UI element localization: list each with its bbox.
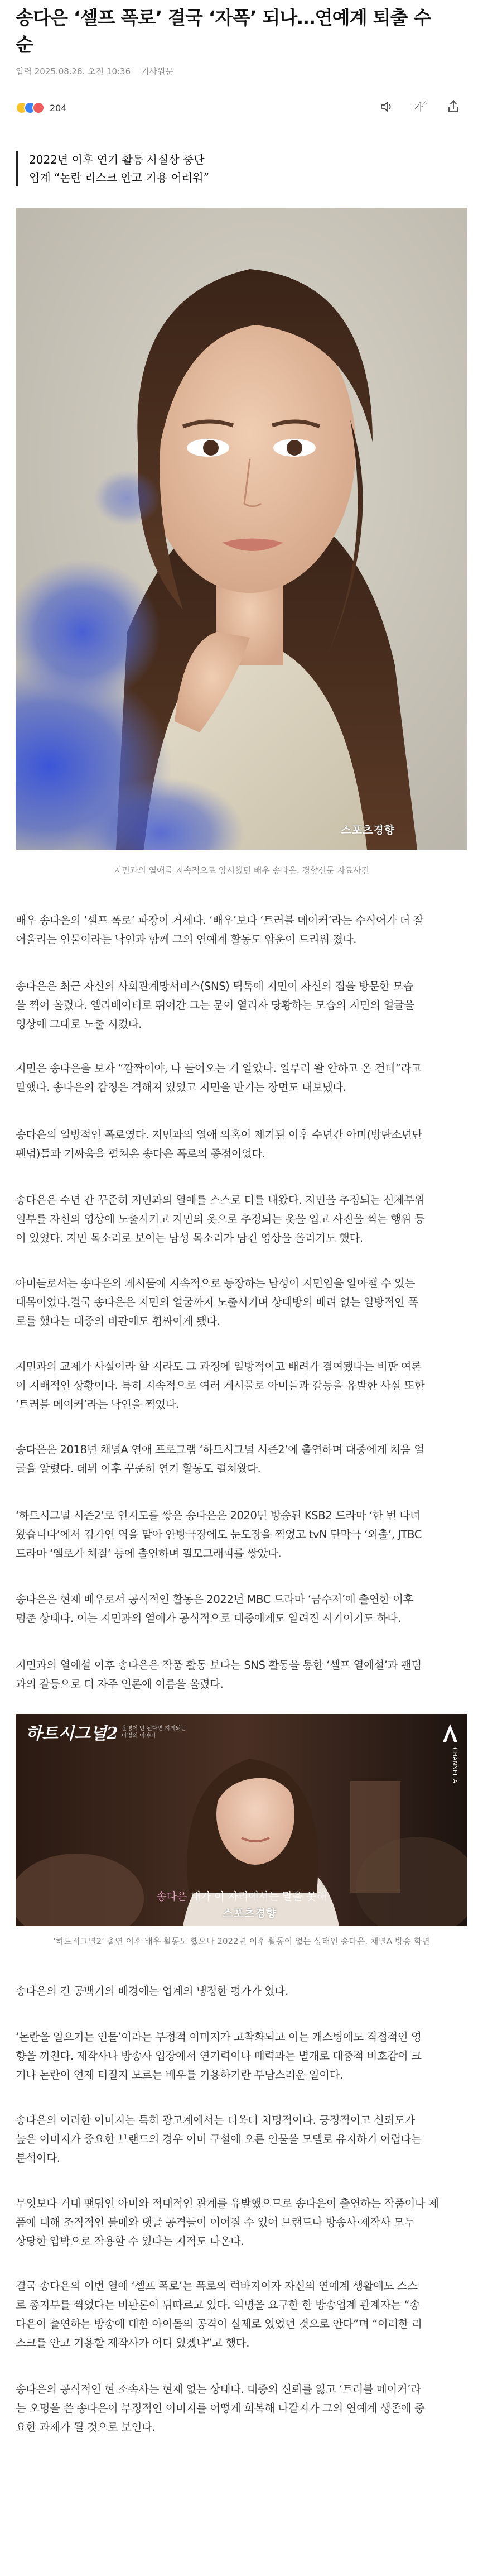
body-paragraph xyxy=(16,1982,467,2001)
article-photo-portrait xyxy=(16,208,467,850)
body-line: 말했다. 송다은의 감정은 격해져 있었고 지민을 반기는 장면도 내보냈다. xyxy=(16,1081,346,1094)
body-line: 송다은의 일방적인 폭로였다. 지민과의 열애 의혹이 제기된 이후 수년간 아미(방탄소년단 xyxy=(16,1128,422,1141)
angry-emoji-icon xyxy=(32,102,45,114)
body-line: 결국 송다은의 이번 열애 ‘셀프 폭로’는 폭로의 럭바지이자 자신의 연예계 생활에도 스스 xyxy=(16,2280,418,2292)
share-icon[interactable] xyxy=(446,99,461,114)
body-line: 스크를 안고 기용할 제작사가 어디 있겠냐”고 했다. xyxy=(16,2336,250,2349)
body-line: 송다은은 수년 간 꾸준히 지민과의 열애를 스스로 티를 내왔다. 지민을 추정되는 신체부위 xyxy=(16,1194,425,1206)
show-tagline xyxy=(122,1725,186,1740)
body-line: 송다은은 2018년 채널A 연애 프로그램 ‘하트시그널 시즌2’에 출연하며 대중에게 처음 얼 xyxy=(16,1443,424,1456)
body-line: 송다은은 현재 배우로서 공식적인 활동은 2022년 MBC 드라마 ‘금수저’에 출연한 이후 xyxy=(16,1593,413,1606)
subtitle-text: 내가 이 자리에서는 말을 못해 xyxy=(190,1890,327,1903)
body-paragraph xyxy=(16,1357,467,1414)
body-line: 지민과의 열애설 이후 송다은은 작품 활동 보다는 SNS 활동을 통한 ‘셀프 열애설’과 팬덤 xyxy=(16,1659,422,1672)
body-line: 어울리는 인물이라는 낙인과 함께 그의 연예계 활동도 암운이 드리워 졌다. xyxy=(16,933,357,946)
body-line: ‘하트시그널 시즌2’로 인지도를 쌓은 송다은은 2020년 방송된 KSB2 드라마 ‘한 번 다녀 xyxy=(16,1509,421,1522)
body-paragraph xyxy=(16,1191,467,1248)
reaction-summary[interactable] xyxy=(16,102,67,114)
title-line-1: 송다은 ‘셀프 폭로’ 결국 ‘자폭’ 되나…연예계 퇴출 수 xyxy=(16,7,431,28)
body-line: 과의 갈등으로 더 자주 언론에 이름을 올렸다. xyxy=(16,1678,224,1691)
body-line: ‘논란을 일으키는 인물’이라는 부정적 이미지가 고착화되고 이는 캐스팅에도 직접적인 영 xyxy=(16,2031,422,2043)
body-line: 을 찍어 올렸다. 엘리베이터로 뛰어간 그는 문이 열리자 당황하는 모습의 지민의 얼굴을 xyxy=(16,999,414,1012)
title-line-2: 순 xyxy=(16,33,33,55)
photo-credit: 스포츠경향 xyxy=(223,1907,277,1919)
body-line: 대목이었다.결국 송다은은 지민의 얼굴까지 노출시키며 상대방의 배려 없는 일방적인 폭 xyxy=(16,1296,418,1309)
body-paragraph xyxy=(16,1656,467,1694)
body-paragraph xyxy=(16,1274,467,1331)
body-line: 멈춘 상태다. 이는 지민과의 열애가 공식적으로 대중에게도 알려진 시기이기도 하다. xyxy=(16,1612,401,1625)
body-paragraph xyxy=(16,911,467,949)
body-line: 굴을 알렸다. 데뷔 이후 꾸준히 연기 활동도 펼쳐왔다. xyxy=(16,1462,261,1475)
show-logo: 하트시그널2 xyxy=(26,1724,118,1744)
body-line: 송다은은 최근 자신의 사회관계망서비스(SNS) 틱톡에 지민이 자신의 집을 방문한 모습 xyxy=(16,980,414,993)
photo-caption: 지민과의 열애를 지속적으로 암시했던 배우 송다은. 경향신문 자료사진 xyxy=(113,865,370,875)
body-paragraph xyxy=(16,1440,467,1478)
body-paragraph xyxy=(16,1506,467,1563)
listen-audio-icon[interactable] xyxy=(379,99,394,114)
body-line: 일부를 자신의 영상에 노출시키고 지민의 옷으로 추정되는 옷을 입고 사진을 찍는 행위 등 xyxy=(16,1213,425,1225)
body-line: 는 오명을 쓴 송다은이 부정적인 이미지를 어떻게 회복해 나갈지가 그의 연예계 생존에 중 xyxy=(16,2402,425,2415)
article-meta xyxy=(16,65,181,77)
body-line: 왔습니다’에서 김가연 역을 맡아 안방극장에도 눈도장을 찍었고 tvN 단막극 ‘외출’, JTBC xyxy=(16,1528,422,1541)
broadcast-subtitle xyxy=(16,1888,467,1903)
body-paragraph xyxy=(16,1126,467,1163)
article-title xyxy=(16,4,467,58)
body-paragraph xyxy=(16,1059,467,1097)
body-line: 높은 이미지가 중요한 브랜드의 경우 이미 구설에 오른 인물을 모델로 유지하기 어렵다는 xyxy=(16,2133,422,2146)
publish-date: 입력 2025.08.28. 오전 10:36 xyxy=(16,66,131,76)
body-line: 요한 과제가 될 것으로 보인다. xyxy=(16,2421,156,2434)
body-paragraph xyxy=(16,977,467,1034)
body-line: 로를 했다는 대중의 비판에도 휩싸이게 됐다. xyxy=(16,1315,220,1328)
reaction-count: 204 xyxy=(50,102,67,113)
body-line: 지민은 송다은을 보자 “깜짝이야, 나 들어오는 거 알았나. 일부러 왈 안하고 온 건데”라고 xyxy=(16,1062,422,1075)
show-tagline-line: 운명이 안 된다면 지게되는 xyxy=(122,1726,186,1732)
speaker-name: 송다은 xyxy=(156,1890,187,1903)
svg-text:가: 가 xyxy=(414,102,423,113)
photo-credit: 스포츠경향 xyxy=(341,824,395,836)
body-paragraph xyxy=(16,2194,467,2251)
body-line: 분석이다. xyxy=(16,2152,60,2165)
font-size-icon[interactable] xyxy=(413,99,427,114)
body-paragraph xyxy=(16,1590,467,1628)
body-paragraph xyxy=(16,2380,467,2437)
body-line: 팬덤)들과 기싸움을 펼쳐온 송다은 폭로의 종점이었다. xyxy=(16,1147,265,1160)
article-toolbar xyxy=(16,99,467,122)
body-paragraph xyxy=(16,2277,467,2353)
body-line: 상당한 압박으로 작용할 수 있다는 지적도 나온다. xyxy=(16,2235,244,2248)
body-paragraph xyxy=(16,2111,467,2168)
body-line: 다은이 출연하는 방송에 대한 아이돌의 공격이 실제로 있었던 것으로 안다”며 “이러한 리 xyxy=(16,2318,422,2330)
subhead-line: 업계 “논란 리스크 안고 기용 어려워” xyxy=(29,171,209,184)
body-line: 송다은의 공식적인 현 소속사는 현재 없는 상태다. 대중의 신뢰를 잃고 ‘트러블 메이커’라 xyxy=(16,2383,421,2396)
body-line: 거나 논란이 언제 터질지 모르는 배우를 기용하기란 부담스러운 일이다. xyxy=(16,2069,343,2081)
channel-a-logo-icon xyxy=(441,1723,460,1795)
show-tagline-line: 마법의 이야기 xyxy=(122,1733,156,1739)
svg-text:가: 가 xyxy=(422,102,427,107)
channel-logo-text: CHANNEL A xyxy=(451,1747,458,1784)
subhead-line: 2022년 이후 연기 활동 사실상 중단 xyxy=(29,153,205,166)
photo-caption: ‘하트시그널2’ 출연 이후 배우 활동도 했으나 2022년 이후 활동이 없는 상태인 송다은. 채널A 방송 화면 xyxy=(53,1936,430,1946)
body-line: 향을 끼친다. 제작사나 방송사 입장에서 연기력이나 매력과는 별개로 대중적 비호감이 크 xyxy=(16,2050,422,2062)
body-line: 드라마 ‘옐로가 체질’ 등에 출연하며 필모그래피를 쌓았다. xyxy=(16,1547,282,1560)
body-line: 송다은의 이러한 이미지는 특히 광고계에서는 더욱더 치명적이다. 긍정적이고 신뢰도가 xyxy=(16,2114,415,2127)
body-line: 영상에 그대로 노출 시켰다. xyxy=(16,1018,142,1031)
portrait-image xyxy=(16,208,467,850)
body-line: ‘트러블 메이커’라는 낙인을 찍었다. xyxy=(16,1398,179,1411)
body-paragraph xyxy=(16,2028,467,2085)
body-line: 이 지배적인 상황이다. 특히 지속적으로 여러 게시물로 아미들과 갈등을 유발한 사실 또한 xyxy=(16,1379,425,1392)
body-line: 아미들로서는 송다은의 게시물에 지속적으로 등장하는 남성이 지민임을 알아챌 수 있는 xyxy=(16,1277,415,1290)
body-line: 이 있었다. 지민 목소리로 보이는 남성 목소리가 담긴 영상을 올리기도 했다. xyxy=(16,1232,363,1244)
body-line: 무엇보다 거대 팬덤인 아미와 적대적인 관계를 유발했으므로 송다은이 출연하는 작품이나 제 xyxy=(16,2197,439,2210)
tool-icons xyxy=(379,99,461,114)
article-photo-broadcast xyxy=(16,1714,467,1926)
body-line: 로 종지부를 찍었다는 비판론이 뒤따르고 있다. 익명을 요구한 한 방송업계 관계자는 “송 xyxy=(16,2299,420,2311)
article-subheadline xyxy=(16,151,209,186)
body-line: 송다은의 긴 공백기의 배경에는 업계의 냉정한 평가가 있다. xyxy=(16,1985,288,1998)
original-article-link[interactable]: 기사원문 xyxy=(141,66,173,76)
body-line: 배우 송다은의 ‘셀프 폭로’ 파장이 거세다. ‘배우’보다 ‘트러블 메이커’라는 수식어가 더 잘 xyxy=(16,914,424,927)
body-line: 지민과의 교제가 사실이라 할 지라도 그 과정에 일방적이고 배려가 결여됐다는 비판 여론 xyxy=(16,1360,422,1373)
body-line: 품에 대해 조직적인 불매와 댓글 공격들이 이어질 수 있어 브랜드나 방송사·제작사 모두 xyxy=(16,2216,414,2229)
